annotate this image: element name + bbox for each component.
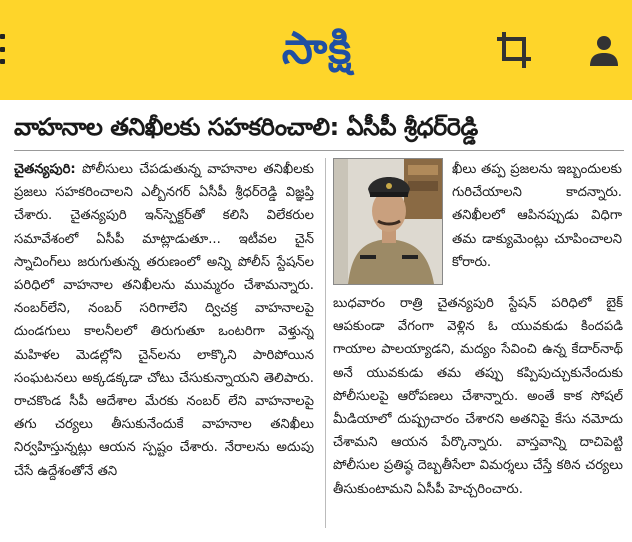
article-column-left (14, 158, 314, 528)
article-headline: వాహనాల తనిఖీలకు సహకరించాలి: ఏసీపీ శ్రీధర్‌రెడ్డి (14, 113, 478, 141)
top-bar (0, 0, 632, 100)
article-column-right-top: ఖీలు తప్ప ప్రజలను ఇబ్బందులకు గురిచేయాలని కాదన్నారు. తనిఖీలలో ఆపినప్పుడు విధిగా తమ డాక్యుమెంట్లు చూపించాలని కోరారు. (452, 162, 622, 270)
sakshi-logo[interactable]: సాక్షి (281, 23, 353, 74)
headline-divider (14, 150, 624, 151)
acp-photo-image (334, 159, 442, 284)
article-column-right-bottom: బుధవారం రాత్రి చైతన్యపురి స్టేషన్ పరిధిలో బైక్ ఆపకుండా వేగంగా వెళ్లిన ఓ యువకుడు కిందపడి గాయాల పాలయ్యాడని, మద్యం సేవించి ఉన్న కేదార్‌నాథ్ అనే యువకుడు తమ తప్పు కప్పిపుచ్చుకునేందుకు పోలీసులపై ఆరోపణలు చేశాన్నారు. అంతే కాక సోషల్ మీడియాలో దుష్ప్రచారం చేశారని అతనిపై కేసు నమోదు చేశామని ఆయన పేర్కొన్నారు. వాస్తవాన్ని దాచిపెట్టి పోలీసుల ప్రతిష్ఠ దెబ్బతీసేలా విమర్శలు చేస్తే కఠిన చర్యలు తీసుకుంటామని ఏసీపీ హెచ్చరించారు. (333, 296, 623, 497)
menu-dot (0, 34, 5, 39)
article-dateline: చైతన్యపురి: (14, 162, 76, 177)
column-divider (325, 158, 326, 528)
article-body-left: పోలీసులు చేపడుతున్న వాహనాల తనిఖీలకు ప్రజలు సహకరించాలని ఎల్బీనగర్ ఏసీపీ శ్రీధర్‌రెడ్డి విజ్ఞప్తి చేశారు. చైతన్యపురి ఇన్‌స్పెక్టర్‌తో కలిసి విలేకరుల సమావేశంలో ఏసీపీ మాట్లాడుతూ... ఇటీవల చైన్ స్నాచింగ్‌లు జరుగుతున్న తరుణంలో అన్ని పోలీస్ స్టేషన్‌ల పరిధిలో వాహనాల తనిఖీలను ముమ్మరం చేశామన్నారు. నంబర్‌లేని, నంబర్ సరిగాలేని ద్విచక్ర వాహనాలపై దుండగులు కాలనీలలో తిరుగుతూ ఒంటరిగా వెళ్తున్న మహిళల మెడల్లోని చైన్‌లను లాక్కొని పారిపోయిన సంఘటనలు అక్కడక్కడా చోటు చేసుకున్నాయని తెలిపారు. రాచకొండ సీపీ ఆదేశాల మేరకు నంబర్ లేని వాహనాలపై తగు చర్యలు తీసుకునేందుకే వాహనాల తనిఖీలు నిర్వహిస్తున్నట్లు ఆయన స్పష్టం చేశారు. నేరాలను అదుపు చేసే ఉద్దేశంతోనే తని (14, 162, 314, 479)
menu-dot (0, 47, 5, 52)
user-icon[interactable] (588, 34, 620, 68)
acp-photo (333, 158, 443, 285)
crop-icon[interactable] (495, 30, 533, 70)
menu-dot (0, 59, 5, 64)
menu-icon[interactable] (0, 34, 6, 64)
